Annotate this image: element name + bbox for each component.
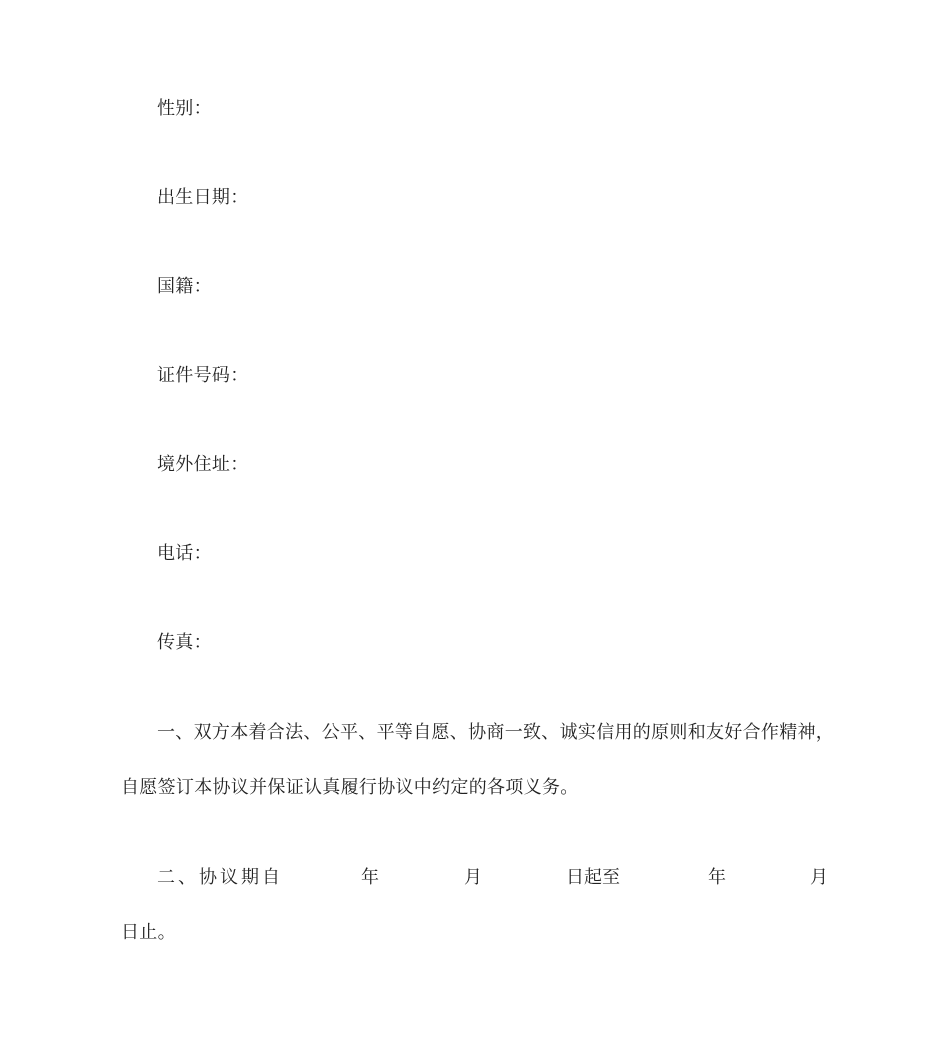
clause-2-month-from: 月 <box>464 867 482 888</box>
field-phone-label: 电话： <box>157 543 212 564</box>
clause-2-end: 日止。 <box>121 922 176 943</box>
field-id-number-label: 证件号码： <box>157 365 249 386</box>
field-nationality-label: 国籍： <box>157 276 212 297</box>
clause-2-year-to: 年 <box>708 867 726 888</box>
clause-1-line-1: 一、双方本着合法、公平、平等自愿、协商一致、诚实信用的原则和友好合作精神， <box>157 722 835 743</box>
field-birthdate-label: 出生日期： <box>157 187 249 208</box>
field-overseas-address-label: 境外住址： <box>157 454 249 475</box>
clause-2-date-line <box>157 866 837 890</box>
clause-2-year-from: 年 <box>361 867 379 888</box>
clause-2-month-to: 月 <box>810 867 828 888</box>
clause-2-prefix: 二、协议期自 <box>157 867 283 888</box>
field-gender-label: 性别： <box>157 98 212 119</box>
field-fax-label: 传真： <box>157 632 212 653</box>
clause-2-day-from-to: 日起至 <box>566 867 620 888</box>
clause-1-line-2: 自愿签订本协议并保证认真履行协议中约定的各项义务。 <box>121 777 579 798</box>
